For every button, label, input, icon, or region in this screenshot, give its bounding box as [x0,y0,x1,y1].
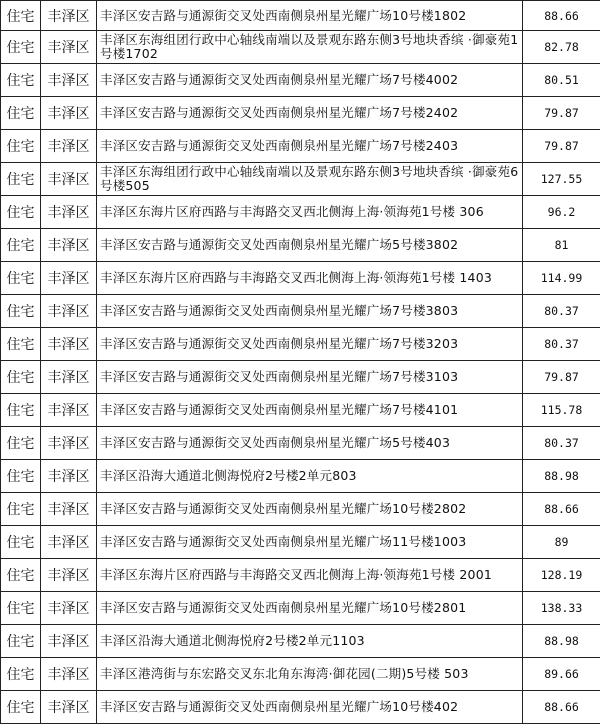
property-type-cell: 住宅 [1,1,41,31]
address-cell: 丰泽区安吉路与通源街交叉处西南侧泉州星光耀广场10号楼2802 [97,493,523,526]
area-cell: 127.55 [523,163,600,196]
address-cell: 丰泽区安吉路与通源街交叉处西南侧泉州星光耀广场7号楼3203 [97,328,523,361]
property-type-cell: 住宅 [1,592,41,625]
address-cell: 丰泽区安吉路与通源街交叉处西南侧泉州星光耀广场7号楼2403 [97,130,523,163]
address-cell: 丰泽区沿海大通道北侧海悦府2号楼2单元803 [97,460,523,493]
district-cell: 丰泽区 [41,361,97,394]
property-type-cell: 住宅 [1,196,41,229]
area-cell: 81 [523,229,600,262]
area-cell: 96.2 [523,196,600,229]
property-type-cell: 住宅 [1,526,41,559]
area-cell: 88.66 [523,691,600,724]
area-cell: 88.98 [523,625,600,658]
table-body [1,1,600,724]
district-cell: 丰泽区 [41,592,97,625]
table-row [1,229,600,262]
district-cell: 丰泽区 [41,196,97,229]
table-row [1,31,600,64]
property-type-cell: 住宅 [1,130,41,163]
area-cell: 79.87 [523,130,600,163]
property-type-cell: 住宅 [1,658,41,691]
area-cell: 114.99 [523,262,600,295]
property-type-cell: 住宅 [1,262,41,295]
table-row [1,295,600,328]
area-cell: 79.87 [523,361,600,394]
area-cell: 80.37 [523,427,600,460]
address-cell: 丰泽区安吉路与通源街交叉处西南侧泉州星光耀广场10号楼2801 [97,592,523,625]
address-cell: 丰泽区港湾街与东宏路交叉东北角东海湾·御花园(二期)5号楼 503 [97,658,523,691]
district-cell: 丰泽区 [41,691,97,724]
table-row [1,163,600,196]
address-cell: 丰泽区安吉路与通源街交叉处西南侧泉州星光耀广场7号楼4101 [97,394,523,427]
district-cell: 丰泽区 [41,130,97,163]
address-cell: 丰泽区东海组团行政中心轴线南端以及景观东路东侧3号地块香缤 ·御豪苑6号楼505 [97,163,523,196]
district-cell: 丰泽区 [41,31,97,64]
address-cell: 丰泽区安吉路与通源街交叉处西南侧泉州星光耀广场7号楼4002 [97,64,523,97]
district-cell: 丰泽区 [41,64,97,97]
property-type-cell: 住宅 [1,163,41,196]
district-cell: 丰泽区 [41,427,97,460]
table-row [1,592,600,625]
area-cell: 80.37 [523,295,600,328]
property-type-cell: 住宅 [1,328,41,361]
table-row [1,196,600,229]
area-cell: 88.98 [523,460,600,493]
table-row [1,97,600,130]
area-cell: 128.19 [523,559,600,592]
district-cell: 丰泽区 [41,559,97,592]
district-cell: 丰泽区 [41,625,97,658]
property-type-cell: 住宅 [1,64,41,97]
district-cell: 丰泽区 [41,658,97,691]
table-row [1,361,600,394]
district-cell: 丰泽区 [41,229,97,262]
property-type-cell: 住宅 [1,493,41,526]
table-row [1,262,600,295]
address-cell: 丰泽区安吉路与通源街交叉处西南侧泉州星光耀广场5号楼3802 [97,229,523,262]
area-cell: 138.33 [523,592,600,625]
table-row [1,526,600,559]
area-cell: 79.87 [523,97,600,130]
table-row [1,625,600,658]
property-type-cell: 住宅 [1,229,41,262]
district-cell: 丰泽区 [41,1,97,31]
district-cell: 丰泽区 [41,394,97,427]
table-row [1,559,600,592]
address-cell: 丰泽区安吉路与通源街交叉处西南侧泉州星光耀广场10号楼1802 [97,1,523,31]
address-cell: 丰泽区安吉路与通源街交叉处西南侧泉州星光耀广场7号楼2402 [97,97,523,130]
property-type-cell: 住宅 [1,394,41,427]
district-cell: 丰泽区 [41,262,97,295]
property-type-cell: 住宅 [1,427,41,460]
area-cell: 88.66 [523,1,600,31]
table-row [1,658,600,691]
area-cell: 80.37 [523,328,600,361]
district-cell: 丰泽区 [41,526,97,559]
property-type-cell: 住宅 [1,97,41,130]
address-cell: 丰泽区安吉路与通源街交叉处西南侧泉州星光耀广场10号楼402 [97,691,523,724]
property-type-cell: 住宅 [1,295,41,328]
table-row [1,130,600,163]
table-row [1,1,600,31]
address-cell: 丰泽区东海片区府西路与丰海路交叉西北侧海上海·领海苑1号楼 2001 [97,559,523,592]
table-row [1,394,600,427]
district-cell: 丰泽区 [41,493,97,526]
address-cell: 丰泽区安吉路与通源街交叉处西南侧泉州星光耀广场11号楼1003 [97,526,523,559]
address-cell: 丰泽区安吉路与通源街交叉处西南侧泉州星光耀广场5号楼403 [97,427,523,460]
district-cell: 丰泽区 [41,163,97,196]
district-cell: 丰泽区 [41,97,97,130]
address-cell: 丰泽区安吉路与通源街交叉处西南侧泉州星光耀广场7号楼3103 [97,361,523,394]
district-cell: 丰泽区 [41,460,97,493]
table-row [1,493,600,526]
table-row [1,328,600,361]
table-row [1,427,600,460]
table-row [1,64,600,97]
property-type-cell: 住宅 [1,361,41,394]
address-cell: 丰泽区安吉路与通源街交叉处西南侧泉州星光耀广场7号楼3803 [97,295,523,328]
district-cell: 丰泽区 [41,328,97,361]
area-cell: 88.66 [523,493,600,526]
area-cell: 115.78 [523,394,600,427]
address-cell: 丰泽区东海片区府西路与丰海路交叉西北侧海上海·领海苑1号楼 1403 [97,262,523,295]
address-cell: 丰泽区东海组团行政中心轴线南端以及景观东路东侧3号地块香缤 ·御豪苑1号楼1702 [97,31,523,64]
area-cell: 89.66 [523,658,600,691]
area-cell: 82.78 [523,31,600,64]
property-type-cell: 住宅 [1,460,41,493]
area-cell: 89 [523,526,600,559]
property-type-cell: 住宅 [1,691,41,724]
address-cell: 丰泽区东海片区府西路与丰海路交叉西北侧海上海·领海苑1号楼 306 [97,196,523,229]
table-row [1,460,600,493]
address-cell: 丰泽区沿海大通道北侧海悦府2号楼2单元1103 [97,625,523,658]
area-cell: 80.51 [523,64,600,97]
district-cell: 丰泽区 [41,295,97,328]
property-type-cell: 住宅 [1,559,41,592]
table-row [1,691,600,724]
property-type-cell: 住宅 [1,31,41,64]
property-type-cell: 住宅 [1,625,41,658]
